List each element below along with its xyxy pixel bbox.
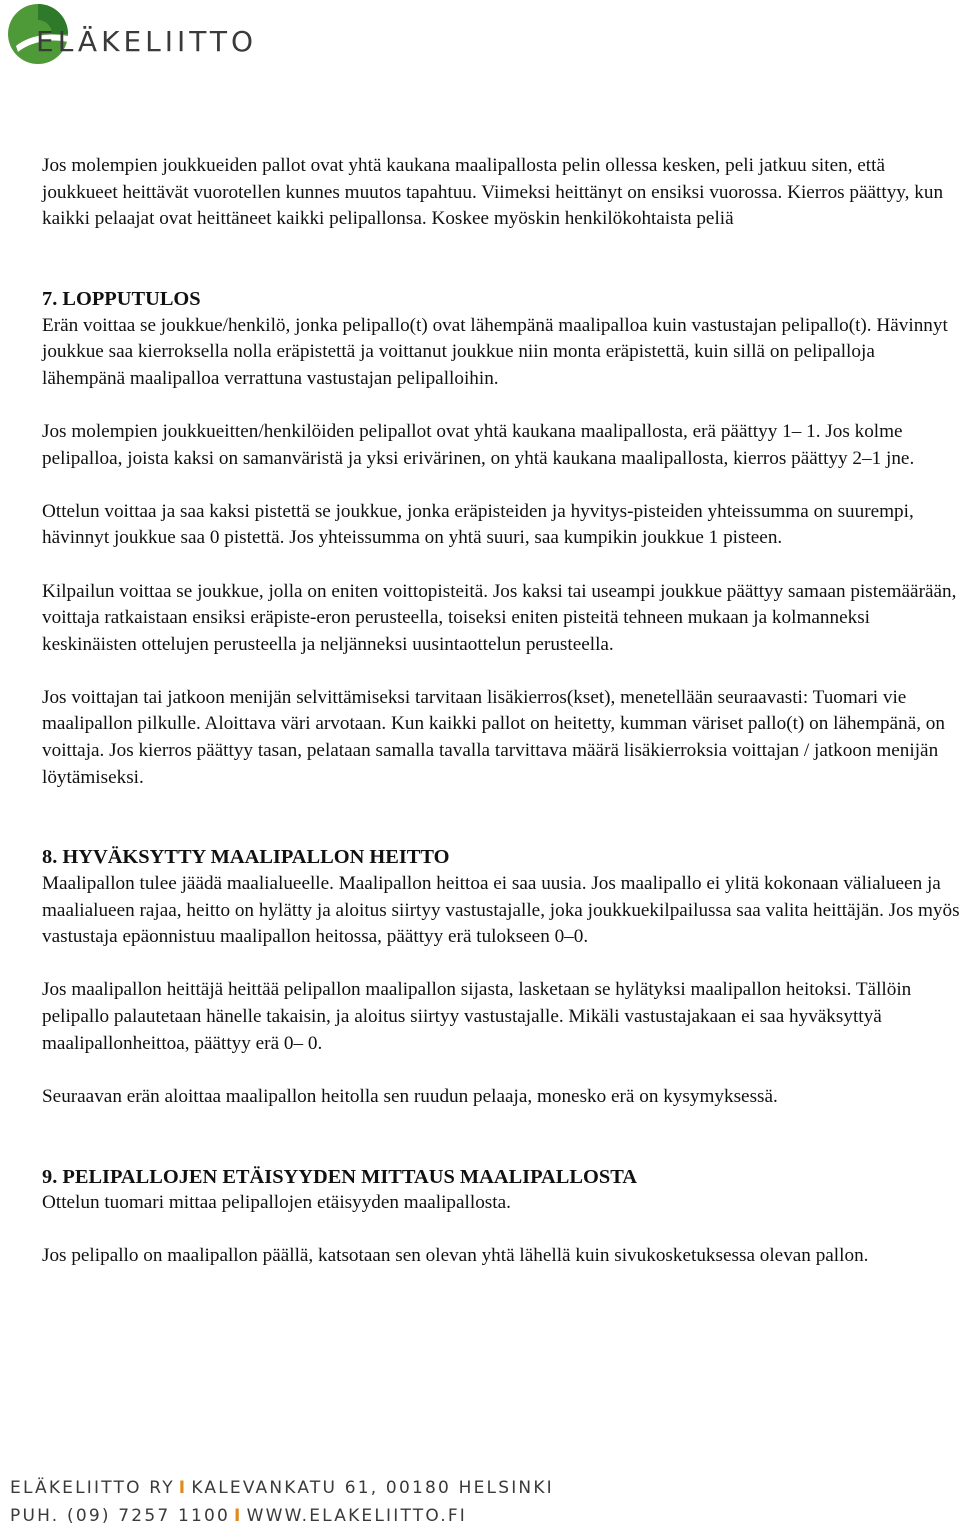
footer-separator: I	[178, 1478, 188, 1498]
section-7-paragraph-4: Kilpailun voittaa se joukkue, jolla on eniten voittopisteitä. Jos kaksi tai useampi joukkue päättyy samaan pistemäärään, voittaja ratkaistaan ensiksi eräpiste-eron perusteella, toiseksi eniten pisteitä tehneen mukaan ja kolmanneksi keskinäisten ottelujen perusteella ja neljänneksi uusintaottelun perusteella.	[42, 580, 957, 655]
footer	[10, 1474, 554, 1530]
footer-address: KALEVANKATU 61, 00180 HELSINKI	[191, 1478, 554, 1498]
section-7-heading: 7. LOPPUTULOS	[42, 287, 201, 310]
footer-line-2	[10, 1502, 554, 1530]
section-7-paragraph-3: Ottelun voittaa ja saa kaksi pistettä se joukkue, jonka eräpisteiden ja hyvitys-pisteiden yhteissumma on suurempi, hävinnyt joukkue saa 0 pistettä. Jos yhteissumma on yhtä suuri, saa kumpikin joukkue 1 pisteen.	[42, 500, 914, 549]
document-body	[42, 153, 960, 1270]
section-9-paragraph-1: Ottelun tuomari mittaa pelipallojen etäisyyden maalipallosta.	[42, 1192, 511, 1214]
section-8-paragraph-2: Jos maalipallon heittäjä heittää pelipallon maalipallon sijasta, lasketaan se hylätyksi maalipallon heitoksi. Tällöin pelipallo palautetaan hänelle takaisin, ja aloitus siirtyy vastustajalle. Mikäli vastustajakaan ei saa hyväksyttyä maalipallonheittoa, päättyy erä 0– 0.	[42, 979, 912, 1054]
intro-paragraph: Jos molempien joukkueiden pallot ovat yhtä kaukana maalipallosta pelin ollessa kesken, peli jatkuu siten, että joukkueet heittävät vuorotellen kunnes muutos tapahtuu. Viimeksi heittänyt on ensiksi vuorossa. Kierros päättyy, kun kaikki pelaajat ovat heittäneet kaikki pelipallonsa. Koskee myöskin henkilökohtaista peliä	[42, 155, 944, 230]
footer-separator: I	[234, 1506, 243, 1526]
section-8-paragraph-3: Seuraavan erän aloittaa maalipallon heitolla sen ruudun pelaaja, monesko erä on kysymyksessä.	[42, 1085, 778, 1107]
section-8-paragraph-1: Maalipallon tulee jäädä maalialueelle. Maalipallon heittoa ei saa uusia. Jos maalipallo ei ylitä kokonaan välialueen ja maalialueen rajaa, heitto on hylätty ja aloitus siirtyy vastustajalle, joka joukkuekilpailussa saa valita heittäjän. Jos myös vastustaja epäonnistuu maalipallon heitossa, päättyy erä tulokseen 0–0.	[42, 873, 960, 948]
section-9-paragraph-2: Jos pelipallo on maalipallon päällä, katsotaan sen olevan yhtä lähellä kuin sivukosketuksessa olevan pallon.	[42, 1245, 869, 1267]
footer-phone: PUH. (09) 7257 1100	[10, 1506, 231, 1526]
logo	[6, 2, 257, 66]
logo-text: ELÄKELIITTO	[36, 24, 258, 58]
footer-org: ELÄKELIITTO RY	[10, 1478, 175, 1498]
section-9-heading: 9. PELIPALLOJEN ETÄISYYDEN MITTAUS MAALIPALLOSTA	[42, 1165, 637, 1188]
section-7-paragraph-5: Jos voittajan tai jatkoon menijän selvittämiseksi tarvitaan lisäkierros(kset), menetellään seuraavasti: Tuomari vie maalipallon pilkulle. Aloittava väri arvotaan. Kun kaikki pallot on heitetty, kumman väriset pallo(t) on lähempänä, on voittaja. Jos kierros päättyy tasan, pelataan samalla tavalla tarvittava määrä lisäkierroksia voittajan / jatkoon menijän löytämiseksi.	[42, 686, 945, 788]
section-7-paragraph-1: Erän voittaa se joukkue/henkilö, jonka pelipallo(t) ovat lähempänä maalipalloa kuin vastustajan pelipallo(t). Hävinnyt joukkue saa kierroksella nolla eräpistettä ja voittanut joukkue niin monta eräpistettä, kuin sillä on pelipalloja lähempänä maalipalloa verrattuna vastustajan pelipalloihin.	[42, 314, 948, 389]
section-7-paragraph-2: Jos molempien joukkueitten/henkilöiden pelipallot ovat yhtä kaukana maalipallosta, erä päättyy 1– 1. Jos kolme pelipalloa, joista kaksi on samanväristä ja yksi erivärinen, on yhtä kaukana maalipallosta, kierros päättyy 2–1 jne.	[42, 420, 915, 469]
footer-line-1	[10, 1474, 554, 1502]
footer-website-link[interactable]: WWW.ELAKELIITTO.FI	[246, 1506, 468, 1526]
section-8-heading: 8. HYVÄKSYTTY MAALIPALLON HEITTO	[42, 846, 450, 869]
